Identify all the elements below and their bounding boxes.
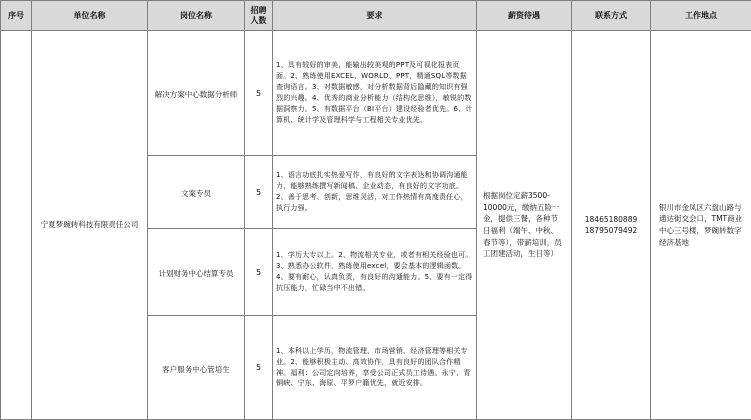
job-requirements: 1、具有较好的审美，能输出较美观的PPT及可视化报表页面。2、熟练使用EXCEL、WORLD、PPT，精通SQL等数据查询语言。3、对数据敏感，对分析数据背后隐藏的知识有强烈的兴趣。4、优秀的商业分析能力（结构化思维），敏锐的数据洞察力。5、有数据平台（BI平台）建设经验者优先。6、计算机、统计学及管理科学与工程相关专业优先。 (273, 31, 477, 156)
company-name: 宁夏梦碗转科技有限责任公司 (32, 31, 148, 420)
header-seq: 序号 (1, 1, 32, 31)
table-row (1, 31, 751, 156)
job-requirements: 1、本科以上学历，物流管理、市场营销、经济管理等相关专业。2、能够积极主动、高效协作，具有良好的团队合作精神。福利：公司定向培养，享受公司正式员工待遇。永宁、青铜峡、宁东、海原、平罗户籍优先，就近安排。 (273, 316, 477, 420)
job-requirements: 1、语言功底扎实热爱写作，有良好的文字表达和协调沟通能力，能够熟练撰写新闻稿、企业动态，有良好的文字功底。2、善于思考、创新，思维灵活，对工作热情有高度责任心，执行力强。 (273, 156, 477, 229)
job-title: 文案专员 (148, 156, 245, 229)
header-position: 岗位名称 (148, 1, 245, 31)
header-contact: 联系方式 (572, 1, 651, 31)
header-company: 单位名称 (32, 1, 148, 31)
header-salary: 薪资待遇 (477, 1, 572, 31)
header-requirements: 要求 (273, 1, 477, 31)
job-title: 解决方案中心数据分析师 (148, 31, 245, 156)
contact-info (572, 31, 651, 420)
job-count: 5 (245, 316, 273, 420)
job-count: 5 (245, 229, 273, 316)
contact-phone-1: 18465180889 (572, 214, 650, 225)
salary-info: 根据岗位定薪3500-10000元，缴纳五险一金，提供三餐，各种节日福利（端午、中秋、春节等），带薪培训，员工团建活动，生日等） (477, 31, 572, 420)
contact-phone-2: 18795079492 (572, 225, 650, 236)
job-title: 计划财务中心结算专员 (148, 229, 245, 316)
header-location: 工作地点 (651, 1, 751, 31)
work-location: 银川市金凤区六盘山路与通达街交会口，TMT商业中心三号楼，梦碗转数字经济基地 (651, 31, 751, 420)
header-hires: 招聘人数 (245, 1, 273, 31)
job-title: 客户服务中心管培生 (148, 316, 245, 420)
header-row (1, 1, 751, 31)
job-count: 5 (245, 156, 273, 229)
job-requirements: 1、学历大专以上。2、物流相关专业，或者有相关经验也可。3、熟悉办公软件，熟练使用excel，要会基本的逻辑函数。4、要有耐心，认真负责，有良好的沟通能力。5、要有一定得抗压能力，忙碌当中不出错。 (273, 229, 477, 316)
job-count: 5 (245, 31, 273, 156)
seq-cell (1, 31, 32, 420)
